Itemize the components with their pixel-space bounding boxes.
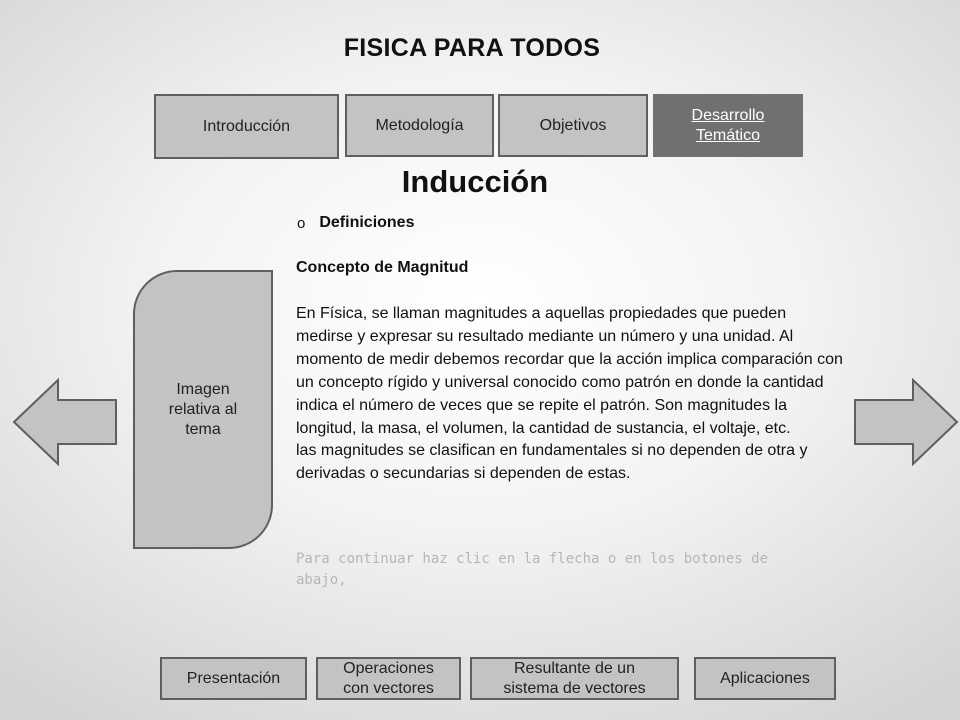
tab-objetivos-label: Objetivos xyxy=(539,116,607,134)
bullet-item xyxy=(297,214,414,232)
page-title: FISICA PARA TODOS xyxy=(343,34,601,62)
continue-hint: Para continuar haz clic en la flecha o en los botones de abajo, xyxy=(296,551,769,588)
definition-text xyxy=(296,303,846,486)
nav-presentacion-button[interactable] xyxy=(160,657,307,700)
nav-aplicaciones-label: Aplicaciones xyxy=(720,669,810,687)
tab-objetivos[interactable] xyxy=(498,94,648,157)
tab-introduccion-label: Introducción xyxy=(202,117,291,135)
arrow-right-icon[interactable] xyxy=(853,378,959,466)
tab-metodologia[interactable] xyxy=(345,94,494,157)
section-heading: Inducción xyxy=(401,164,549,199)
nav-resultante-button[interactable] xyxy=(470,657,679,700)
nav-resultante-label: Resultante de un sistema de vectores xyxy=(503,659,646,697)
tab-desarrollo-tematico[interactable] xyxy=(653,94,803,157)
concept-title: Concepto de Magnitud xyxy=(296,259,469,276)
nav-presentacion-label: Presentación xyxy=(186,669,281,687)
definition-paragraph-2: las magnitudes se clasifican en fundamentales si no dependen de otra y derivadas o secundarias si dependen de estas. xyxy=(296,442,808,483)
tab-introduccion[interactable] xyxy=(154,94,339,159)
tab-desarrollo-tematico-label: Desarrollo Temático xyxy=(691,106,765,144)
image-placeholder-label: Imagen relativa al tema xyxy=(168,380,238,438)
bullet-circle-icon: o xyxy=(297,214,306,232)
arrow-left-icon[interactable] xyxy=(12,378,118,466)
nav-operaciones-label: Operaciones con vectores xyxy=(343,659,434,697)
tab-metodologia-label: Metodología xyxy=(375,116,464,134)
image-placeholder xyxy=(133,270,273,549)
nav-operaciones-button[interactable] xyxy=(316,657,461,700)
definition-paragraph-1: En Física, se llaman magnitudes a aquellas propiedades que pueden medirse y expresar su resultado mediante un número y una unidad. Al momento de medir debemos recordar que la acción implica comparación con un concepto rígido y universal conocido como patrón en donde la cantidad indica el número de veces que se repite el patrón. Son magnitudes la longitud, la masa, el volumen, la cantidad de sustancia, el voltaje, etc. xyxy=(296,305,843,437)
nav-aplicaciones-button[interactable] xyxy=(694,657,836,700)
bullet-label: Definiciones xyxy=(319,214,415,231)
